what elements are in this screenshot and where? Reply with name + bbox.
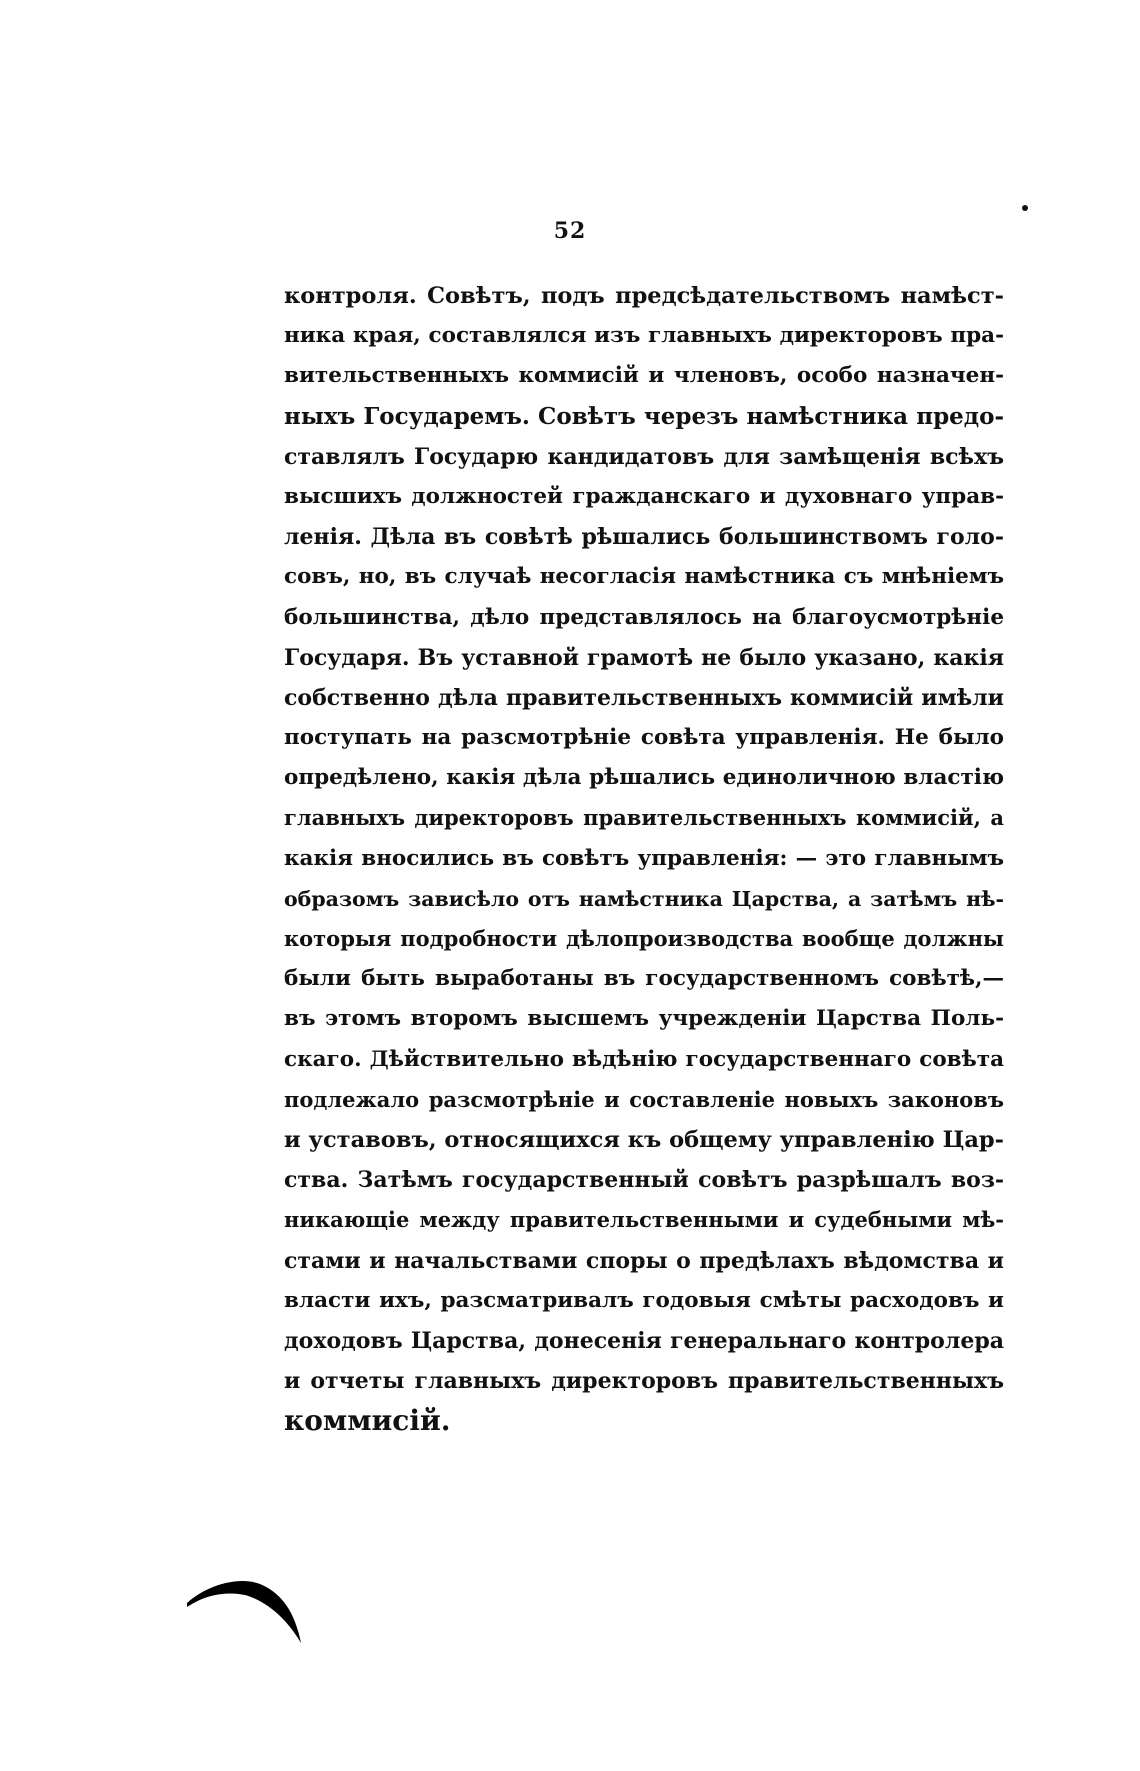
text-line: собственно дѣла правительственныхъ коммисій имѣли (284, 684, 1004, 711)
text-line: совъ, но, въ случаѣ несогласія намѣстника съ мнѣніемъ (284, 564, 1004, 590)
text-line: были быть выработаны въ государственномъ совѣтѣ,— (284, 966, 1004, 992)
text-line: Государя. Въ уставной грамотѣ не было указано, какія (284, 644, 1004, 671)
text-line: опредѣлено, какія дѣла рѣшались единоличною властію (284, 765, 1004, 791)
text-line: ленія. Дѣла въ совѣтѣ рѣшались большинствомъ голо- (284, 524, 1004, 551)
text-line: ныхъ Государемъ. Совѣтъ черезъ намѣстника предо- (284, 402, 1004, 430)
text-line: скаго. Дѣйствительно вѣдѣнію государственнаго совѣта (284, 1046, 1004, 1072)
text-line: ства. Затѣмъ государственный совѣтъ разрѣшалъ воз- (284, 1167, 1004, 1194)
body-text (284, 276, 1004, 1441)
text-line: подлежало разсмотрѣніе и составленіе новыхъ законовъ (284, 1086, 1004, 1112)
stray-ink-dot (1022, 205, 1028, 211)
text-line: доходовъ Царства, донесенія генеральнаго контролера (284, 1327, 1004, 1354)
text-line: стами и начальствами споры о предѣлахъ вѣдомства и (284, 1247, 1004, 1274)
text-line: въ этомъ второмъ высшемъ учрежденіи Царства Поль- (284, 1006, 1004, 1032)
text-line: какія вносились въ совѣтъ управленія: — это главнымъ (284, 845, 1004, 871)
ornament-stroke (185, 1575, 305, 1645)
ornament-shape (187, 1581, 301, 1643)
text-line: высшихъ должностей гражданскаго и духовнаго управ- (284, 483, 1004, 509)
text-line: вительственныхъ коммисій и членовъ, особо назначен- (284, 363, 1004, 389)
text-line: образомъ зависѣло отъ намѣстника Царства, а затѣмъ нѣ- (284, 886, 1004, 911)
text-line: ставлялъ Государю кандидатовъ для замѣщенія всѣхъ (284, 443, 1004, 470)
text-line: ника края, составлялся изъ главныхъ директоровъ пра- (284, 323, 1004, 349)
text-line: и уставовъ, относящихся къ общему управленію Цар- (284, 1126, 1004, 1153)
text-line: никающіе между правительственными и судебными мѣ- (284, 1207, 1004, 1233)
text-line: которыя подробности дѣлопроизводства вообще должны (284, 926, 1004, 951)
page-number: 52 (553, 218, 587, 244)
text-line: и отчеты главныхъ директоровъ правительственныхъ (284, 1368, 1004, 1395)
text-line: коммисій. (284, 1404, 451, 1438)
text-line: поступать на разсмотрѣніе совѣта управленія. Не было (284, 725, 1004, 751)
text-line: власти ихъ, разсматривалъ годовыя смѣты расходовъ и (284, 1287, 1004, 1313)
text-line: большинства, дѣло представлялось на благоусмотрѣніе (284, 604, 1004, 630)
text-line: главныхъ директоровъ правительственныхъ коммисій, а (284, 805, 1004, 831)
text-line: контроля. Совѣтъ, подъ предсѣдательствомъ намѣст- (284, 283, 1004, 309)
